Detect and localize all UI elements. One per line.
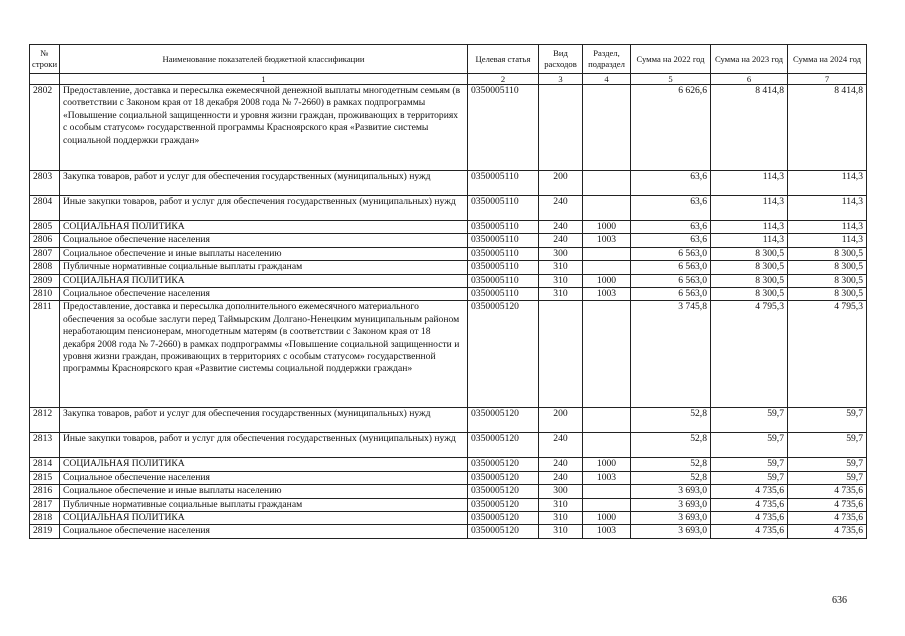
row-sum-2022: 63,6 [631,221,711,234]
table-row [30,458,867,471]
row-sum-2022: 3 693,0 [631,512,711,525]
row-expense-type: 240 [539,196,583,221]
header-row [30,45,867,74]
row-expense-type: 300 [539,247,583,260]
row-sum-2022: 52,8 [631,458,711,471]
row-number: 2819 [30,525,60,538]
row-name: Иные закупки товаров, работ и услуг для обеспечения государственных (муниципальных) нужд [60,433,468,458]
row-sum-2023: 8 300,5 [711,247,788,260]
table-row [30,274,867,287]
row-target-article: 0350005110 [468,221,539,234]
row-section [583,408,631,433]
table-row [30,471,867,484]
row-expense-type: 310 [539,288,583,301]
row-sum-2024: 114,3 [788,196,867,221]
row-name: Социальное обеспечение населения [60,288,468,301]
row-sum-2023: 4 795,3 [711,301,788,408]
row-sum-2024: 4 735,6 [788,485,867,498]
row-name: СОЦИАЛЬНАЯ ПОЛИТИКА [60,221,468,234]
row-sum-2023: 114,3 [711,221,788,234]
row-sum-2023: 59,7 [711,408,788,433]
table-row [30,288,867,301]
row-number: 2811 [30,301,60,408]
row-section [583,485,631,498]
row-sum-2023: 114,3 [711,171,788,196]
row-target-article: 0350005110 [468,261,539,274]
row-expense-type [539,301,583,408]
row-section: 1000 [583,274,631,287]
row-sum-2023: 59,7 [711,433,788,458]
table-row [30,247,867,260]
row-target-article: 0350005110 [468,274,539,287]
row-expense-type: 240 [539,234,583,247]
header-vid: Вид расходов [539,45,583,74]
row-number: 2804 [30,196,60,221]
table-row [30,408,867,433]
row-number: 2814 [30,458,60,471]
row-sum-2024: 4 735,6 [788,498,867,511]
row-name: Социальное обеспечение и иные выплаты населению [60,485,468,498]
row-sum-2024: 8 300,5 [788,261,867,274]
row-sum-2024: 114,3 [788,171,867,196]
row-number: 2809 [30,274,60,287]
row-sum-2024: 4 795,3 [788,301,867,408]
row-expense-type: 240 [539,433,583,458]
row-expense-type: 310 [539,512,583,525]
row-name: СОЦИАЛЬНАЯ ПОЛИТИКА [60,512,468,525]
row-target-article: 0350005110 [468,171,539,196]
row-expense-type: 240 [539,221,583,234]
row-sum-2022: 6 563,0 [631,261,711,274]
column-number: 3 [539,74,583,85]
row-number: 2818 [30,512,60,525]
row-expense-type [539,85,583,171]
table-row [30,301,867,408]
row-sum-2023: 59,7 [711,458,788,471]
row-sum-2023: 4 735,6 [711,525,788,538]
table-row [30,221,867,234]
row-sum-2023: 8 300,5 [711,288,788,301]
column-number: 2 [468,74,539,85]
row-sum-2024: 59,7 [788,433,867,458]
row-section: 1000 [583,512,631,525]
row-section [583,196,631,221]
row-expense-type: 310 [539,261,583,274]
row-target-article: 0350005120 [468,525,539,538]
row-number: 2812 [30,408,60,433]
row-target-article: 0350005110 [468,288,539,301]
row-name: Иные закупки товаров, работ и услуг для обеспечения государственных (муниципальных) нужд [60,196,468,221]
row-sum-2023: 4 735,6 [711,512,788,525]
column-number: 1 [60,74,468,85]
column-number: 4 [583,74,631,85]
header-sum-2022: Сумма на 2022 год [631,45,711,74]
row-target-article: 0350005120 [468,498,539,511]
row-expense-type: 200 [539,171,583,196]
row-sum-2023: 8 300,5 [711,274,788,287]
table-row [30,433,867,458]
row-sum-2022: 52,8 [631,408,711,433]
row-section: 1003 [583,471,631,484]
row-expense-type: 240 [539,471,583,484]
row-sum-2022: 52,8 [631,433,711,458]
row-sum-2022: 6 563,0 [631,247,711,260]
row-sum-2024: 59,7 [788,471,867,484]
row-section: 1003 [583,288,631,301]
row-sum-2022: 3 693,0 [631,485,711,498]
row-sum-2023: 4 735,6 [711,498,788,511]
row-sum-2022: 6 563,0 [631,288,711,301]
row-sum-2022: 6 563,0 [631,274,711,287]
row-section [583,171,631,196]
table-row [30,485,867,498]
row-section: 1000 [583,458,631,471]
row-target-article: 0350005110 [468,247,539,260]
column-number: 7 [788,74,867,85]
table-row [30,261,867,274]
row-name: Социальное обеспечение населения [60,234,468,247]
page-number: 636 [832,595,847,606]
row-name: Закупка товаров, работ и услуг для обеспечения государственных (муниципальных) нужд [60,171,468,196]
row-sum-2022: 3 745,8 [631,301,711,408]
row-sum-2024: 8 300,5 [788,274,867,287]
header-name: Наименование показателей бюджетной классификации [60,45,468,74]
row-number: 2806 [30,234,60,247]
row-expense-type: 240 [539,458,583,471]
row-name: Публичные нормативные социальные выплаты гражданам [60,498,468,511]
column-number: 5 [631,74,711,85]
row-sum-2023: 8 414,8 [711,85,788,171]
row-target-article: 0350005120 [468,301,539,408]
row-sum-2024: 4 735,6 [788,512,867,525]
row-name: Предоставление, доставка и пересылка ежемесячной денежной выплаты многодетным семьям (в соответствии с Законом края от 18 декабря 2008 года № 7-2660) в рамках подпрограммы «Повышение социальной защищенности и уровня жизни граждан, проживающих в территориях с особым статусом» государственной программы Красноярского края «Развитие системы социальной поддержки граждан» [60,85,468,171]
row-sum-2022: 52,8 [631,471,711,484]
row-number: 2810 [30,288,60,301]
row-number: 2817 [30,498,60,511]
table-row [30,196,867,221]
budget-table [29,44,867,539]
row-number: 2802 [30,85,60,171]
row-expense-type: 310 [539,498,583,511]
row-section: 1000 [583,221,631,234]
row-expense-type: 300 [539,485,583,498]
row-section: 1003 [583,234,631,247]
column-number [30,74,60,85]
table-row [30,171,867,196]
row-section [583,85,631,171]
row-target-article: 0350005120 [468,485,539,498]
header-sum-2024: Сумма на 2024 год [788,45,867,74]
row-expense-type: 310 [539,274,583,287]
row-section [583,301,631,408]
column-number-row [30,74,867,85]
header-sum-2023: Сумма на 2023 год [711,45,788,74]
row-sum-2022: 63,6 [631,234,711,247]
row-target-article: 0350005110 [468,234,539,247]
row-sum-2022: 3 693,0 [631,498,711,511]
row-target-article: 0350005120 [468,471,539,484]
column-number: 6 [711,74,788,85]
row-target-article: 0350005110 [468,85,539,171]
row-sum-2024: 59,7 [788,458,867,471]
row-name: СОЦИАЛЬНАЯ ПОЛИТИКА [60,458,468,471]
table-row [30,85,867,171]
row-sum-2024: 4 735,6 [788,525,867,538]
row-name: Социальное обеспечение и иные выплаты населению [60,247,468,260]
row-sum-2022: 6 626,6 [631,85,711,171]
row-sum-2024: 59,7 [788,408,867,433]
row-section [583,433,631,458]
row-sum-2024: 114,3 [788,234,867,247]
header-section: Раздел, подраздел [583,45,631,74]
row-name: Социальное обеспечение населения [60,525,468,538]
row-number: 2808 [30,261,60,274]
row-sum-2023: 114,3 [711,196,788,221]
row-target-article: 0350005110 [468,196,539,221]
row-sum-2024: 8 414,8 [788,85,867,171]
header-target: Целевая статья [468,45,539,74]
row-target-article: 0350005120 [468,408,539,433]
table-row [30,512,867,525]
row-number: 2807 [30,247,60,260]
row-sum-2024: 114,3 [788,221,867,234]
row-section: 1003 [583,525,631,538]
row-expense-type: 200 [539,408,583,433]
row-name: Закупка товаров, работ и услуг для обеспечения государственных (муниципальных) нужд [60,408,468,433]
row-name: Предоставление, доставка и пересылка дополнительного ежемесячного материального обеспечения за особые заслуги перед Таймырским Долгано-Ненецким муниципальным районом неработающим пенсионерам, многодетным матерям (в соответствии с Законом края от 18 декабря 2008 года № 7-2660) в рамках подпрограммы «Повышение социальной защищенности и уровня жизни граждан, проживающих в территориях с особым статусом» государственной программы Красноярского края «Развитие системы социальной поддержки граждан» [60,301,468,408]
row-target-article: 0350005120 [468,433,539,458]
row-section [583,247,631,260]
row-sum-2022: 63,6 [631,171,711,196]
row-sum-2022: 3 693,0 [631,525,711,538]
table-row [30,525,867,538]
row-sum-2022: 63,6 [631,196,711,221]
row-sum-2024: 8 300,5 [788,288,867,301]
row-number: 2815 [30,471,60,484]
row-name: Социальное обеспечение населения [60,471,468,484]
table-body [30,85,867,539]
header-no: № строки [30,45,60,74]
row-section [583,498,631,511]
row-number: 2803 [30,171,60,196]
row-number: 2805 [30,221,60,234]
row-sum-2024: 8 300,5 [788,247,867,260]
table-row [30,498,867,511]
row-target-article: 0350005120 [468,458,539,471]
row-section [583,261,631,274]
row-target-article: 0350005120 [468,512,539,525]
row-sum-2023: 4 735,6 [711,485,788,498]
row-name: Публичные нормативные социальные выплаты гражданам [60,261,468,274]
row-expense-type: 310 [539,525,583,538]
row-number: 2816 [30,485,60,498]
row-sum-2023: 114,3 [711,234,788,247]
row-number: 2813 [30,433,60,458]
table-row [30,234,867,247]
row-sum-2023: 8 300,5 [711,261,788,274]
row-name: СОЦИАЛЬНАЯ ПОЛИТИКА [60,274,468,287]
row-sum-2023: 59,7 [711,471,788,484]
